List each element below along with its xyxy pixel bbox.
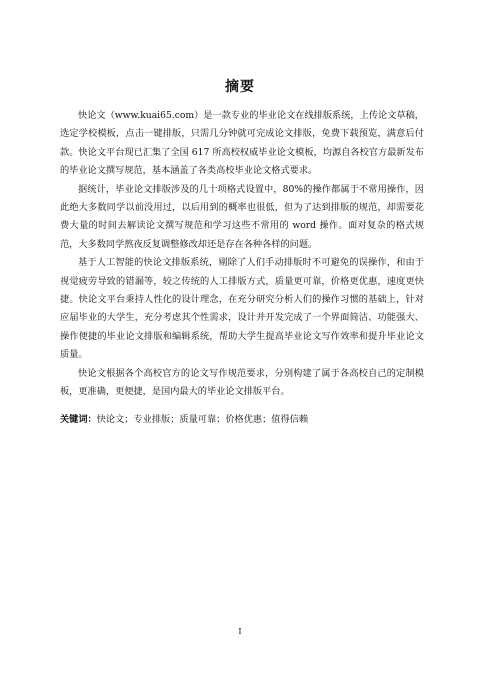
page-number: I — [238, 627, 242, 636]
page-title: 摘要 — [225, 79, 255, 95]
abstract-paragraph-4: 快论文根据各个高校官方的论文写作规范要求，分别构建了属于各高校自己的定制模板，更准确，更便捷，是国内最大的毕业论文排版平台。 — [60, 367, 424, 398]
abstract-body — [60, 107, 424, 429]
abstract-paragraph-3: 基于人工智能的快论文排版系统，剔除了人们手动排版时不可避免的误操作，和由于视觉疲劳导致的错漏等，较之传统的人工排版方式，质量更可靠，价格更优惠，速度更快捷。快论文平台秉持人性化的设计理念，在充分研究分析人们的操作习惯的基础上，针对应届毕业的大学生，充分考虑其个性需求，设计并开发完成了一个界面简洁、功能强大、操作便捷的毕业论文排版和编辑系统，帮助大学生提高毕业论文写作效率和提升毕业论文质量。 — [60, 257, 424, 361]
keywords-label: 关键词： — [60, 413, 97, 425]
keywords-line — [60, 411, 424, 429]
keywords-text: 快论文；专业排版；质量可靠；价格优惠；值得信赖 — [96, 413, 309, 425]
abstract-paragraph-1: 快论文（www.kuai65.com）是一款专业的毕业论文在线排版系统，上传论文草稿，选定学校模板，点击一键排版，只需几分钟就可完成论文排版，免费下载预览，满意后付款。快论文平台现已汇集了全国 617 所高校权威毕业论文模板，均源自各校官方最新发布的毕业论文撰写规范，基本涵盖了各类高校毕业论文格式要求。 — [60, 110, 424, 177]
abstract-paragraph-2: 据统计，毕业论文排版涉及的几十项格式设置中，80%的操作都属于不常用操作，因此绝大多数同学以前没用过，以后用到的概率也很低，但为了达到排版的规范，却需要花费大量的时间去解读论文撰写规范和学习这些不常用的 word 操作。面对复杂的格式规范，大多数同学熬夜反复调整修改却还是存在各种各样的问题。 — [60, 183, 424, 250]
